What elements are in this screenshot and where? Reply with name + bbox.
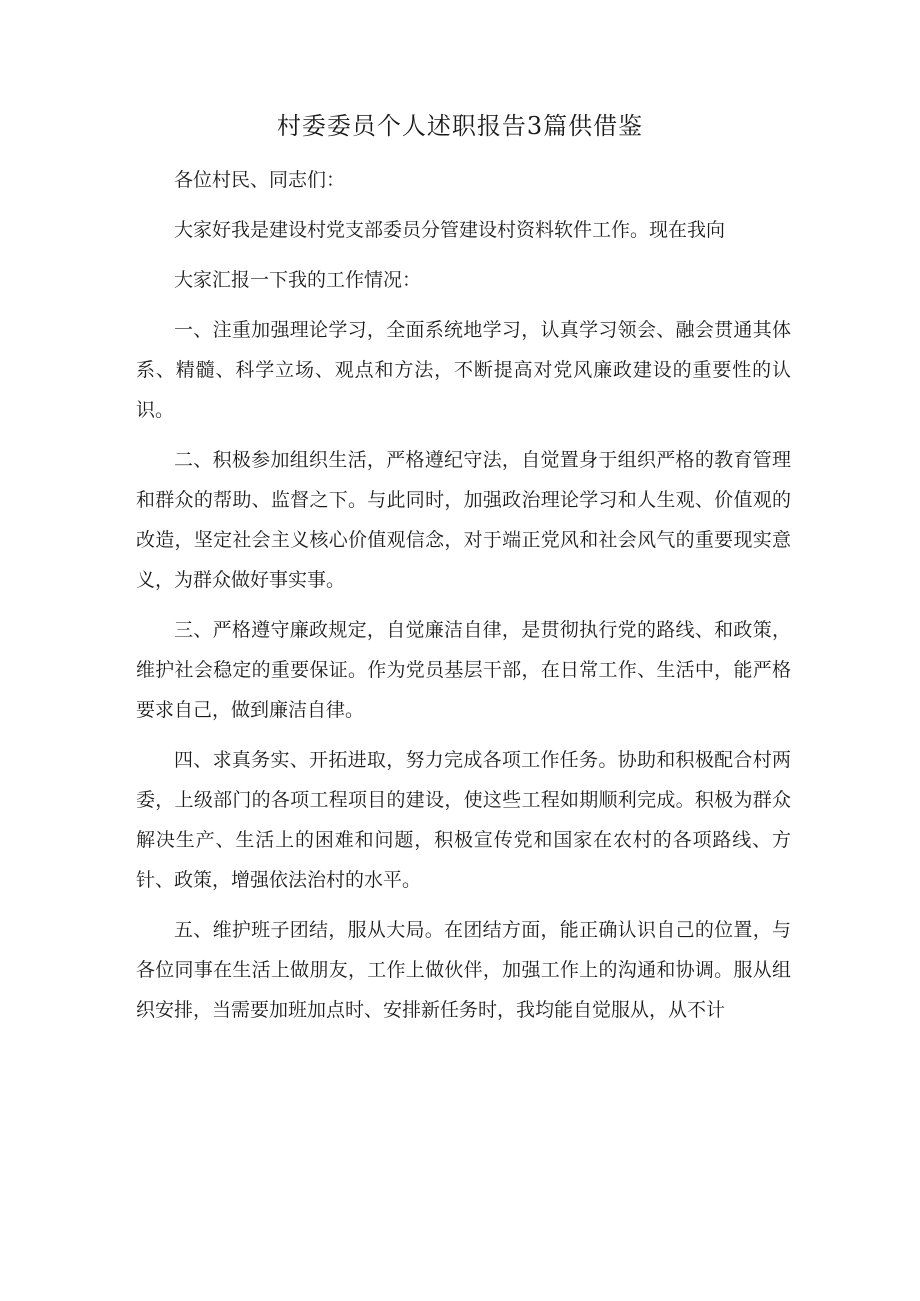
paragraph-2: 二、积极参加组织生活，严格遵纪守法，自觉置身于组织严格的教育管理和群众的帮助、监督之下。与此同时，加强政治理论学习和人生观、价值观的改造，坚定社会主义核心价值观信念，对于端正党风和社会风气的重要现实意义，为群众做好事实事。 (136, 449, 791, 591)
salutation: 各位村民、同志们： (174, 169, 346, 191)
document-title: 村委委员个人述职报告3篇供借鉴 (276, 112, 644, 140)
paragraph-4: 四、求真务实、开拓进取，努力完成各项工作任务。协助和积极配合村两委，上级部门的各项工程项目的建设，使这些工程如期顺利完成。积极为群众解决生产、生活上的困难和问题，积极宣传党和国家在农村的各项路线、方针、政策，增强依法治村的水平。 (136, 749, 791, 891)
intro-line-2: 大家汇报一下我的工作情况： (174, 269, 422, 291)
paragraph-5: 五、维护班子团结，服从大局。在团结方面，能正确认识自己的位置，与各位同事在生活上做朋友，工作上做伙伴，加强工作上的沟通和协调。服从组织安排，当需要加班加点时、安排新任务时，我均能自觉服从，从不计 (136, 919, 791, 1021)
paragraph-3: 三、严格遵守廉政规定，自觉廉洁自律，是贯彻执行党的路线、和政策，维护社会稳定的重要保证。作为党员基层干部，在日常工作、生活中，能严格要求自己，做到廉洁自律。 (136, 619, 791, 721)
paragraph-1: 一、注重加强理论学习，全面系统地学习，认真学习领会、融会贯通其体系、精髓、科学立场、观点和方法，不断提高对党风廉政建设的重要性的认识。 (136, 319, 791, 421)
document-body (136, 160, 791, 1040)
intro-line-1: 大家好我是建设村党支部委员分管建设村资料软件工作。现在我向 (174, 219, 726, 241)
